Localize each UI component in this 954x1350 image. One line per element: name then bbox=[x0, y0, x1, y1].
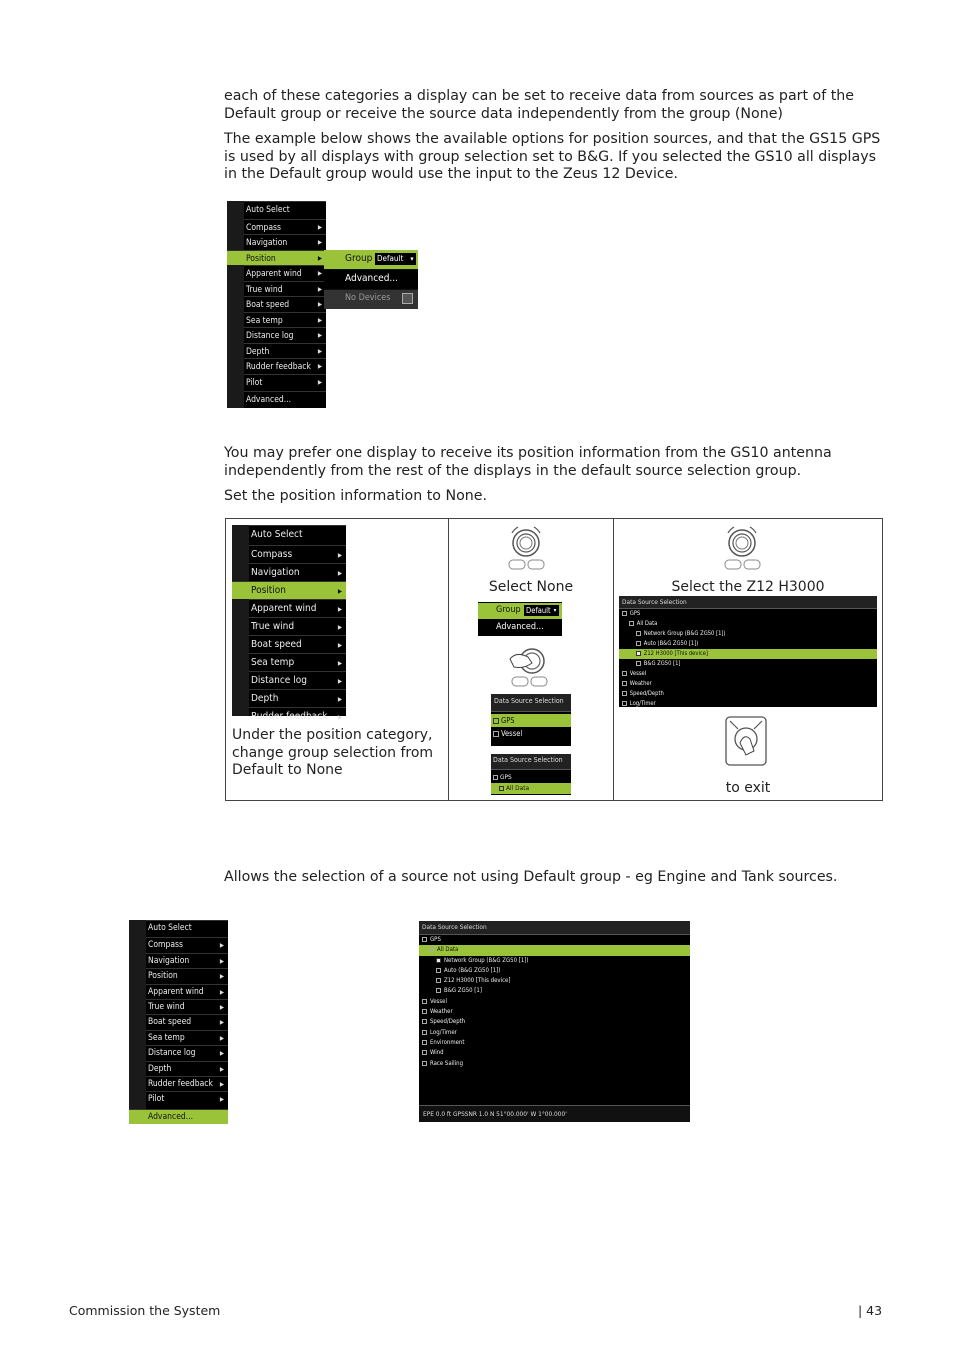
advanced-row[interactable] bbox=[324, 270, 418, 289]
data-source-item-auto-b-g-zg50-1[interactable] bbox=[419, 966, 690, 976]
menu-item-pilot[interactable] bbox=[244, 374, 326, 390]
menu-item-rudder-feedback[interactable] bbox=[249, 707, 346, 725]
col3-caption: Select the Z12 H3000 bbox=[671, 579, 825, 595]
data-source-item-speed-depth[interactable] bbox=[419, 1017, 690, 1027]
menu-item-apparent-wind[interactable] bbox=[249, 599, 346, 617]
mid-paragraph-2: Set the position information to None. bbox=[224, 488, 487, 504]
data-source-item-z12-h3000-this-device[interactable] bbox=[619, 649, 877, 659]
intro-text bbox=[224, 88, 884, 192]
menu-item-navigation[interactable] bbox=[244, 234, 326, 250]
menu-item-true-wind[interactable] bbox=[244, 281, 326, 297]
chevron-right-icon: ▶ bbox=[317, 301, 322, 308]
data-source-item-auto-b-g-zg50-1[interactable] bbox=[619, 639, 877, 649]
menu-item-rudder-feedback[interactable] bbox=[146, 1076, 228, 1091]
intro-paragraph-1: each of these categories a display can be set to receive data from sources as part of the Default group or receive the source data independently from the group (None) bbox=[224, 88, 855, 122]
intro-paragraph-2: The example below shows the available options for position sources, and that the GS15 GPS is used by all displays with group selection set to B&G. If you selected the GS10 all displays in the Default group would use the input to the Zeus 12 Device. bbox=[224, 131, 881, 182]
data-source-title: Data Source Selection bbox=[619, 596, 877, 609]
chevron-right-icon: ▶ bbox=[337, 588, 342, 595]
col2-caption: Select None bbox=[488, 579, 574, 595]
data-source-item-label: Environment bbox=[430, 1038, 465, 1046]
data-source-item-label: Wind bbox=[430, 1049, 444, 1057]
data-source-item-log-timer[interactable] bbox=[419, 1028, 690, 1038]
menu-item-label: True wind bbox=[246, 284, 283, 295]
menu-item-label: Depth bbox=[148, 1063, 172, 1074]
menu-item-apparent-wind[interactable] bbox=[244, 265, 326, 281]
menu-item-distance-log[interactable] bbox=[244, 327, 326, 343]
menu-item-label: Navigation bbox=[251, 567, 300, 578]
col2-group-row[interactable] bbox=[478, 603, 562, 619]
menu-item-position[interactable] bbox=[227, 250, 326, 266]
menu-item-label: Boat speed bbox=[251, 639, 302, 650]
menu-item-label: Boat speed bbox=[148, 1017, 192, 1028]
col3-exit-caption: to exit bbox=[725, 780, 771, 796]
data-source-item-label: Speed/Depth bbox=[430, 1018, 466, 1026]
chevron-right-icon: ▶ bbox=[219, 1034, 224, 1042]
menu-item-label: Advanced... bbox=[246, 395, 292, 405]
menu-item-label: Sea temp bbox=[251, 657, 295, 668]
menu-item-label: Rudder feedback bbox=[251, 711, 328, 722]
menu-item-position[interactable] bbox=[232, 581, 346, 599]
chevron-right-icon: ▶ bbox=[337, 660, 342, 667]
expand-icon[interactable] bbox=[422, 999, 427, 1004]
chevron-right-icon: ▶ bbox=[219, 988, 224, 996]
checkbox-icon[interactable] bbox=[636, 651, 641, 656]
menu-item-label: Apparent wind bbox=[251, 603, 317, 614]
data-source-selection-panel bbox=[419, 921, 690, 1122]
data-source-item-label: Log/Timer bbox=[629, 701, 656, 707]
col3-data-source bbox=[619, 596, 877, 707]
no-devices-label: No Devices bbox=[345, 293, 391, 303]
footer-section-title: Commission the System bbox=[69, 1303, 221, 1318]
data-source-item-vessel[interactable] bbox=[419, 997, 690, 1007]
menu-item-label: Sea temp bbox=[148, 1032, 185, 1043]
press-knob-icon bbox=[506, 645, 550, 687]
chevron-right-icon: ▶ bbox=[317, 285, 322, 293]
chevron-right-icon: ▶ bbox=[219, 973, 224, 981]
chevron-right-icon: ▶ bbox=[219, 1065, 224, 1073]
checkbox-icon[interactable] bbox=[636, 641, 641, 646]
data-source-item-speed-depth[interactable] bbox=[619, 689, 877, 699]
menu-side-stripe bbox=[232, 525, 249, 716]
data-source-item-label: Log/Timer bbox=[430, 1028, 457, 1036]
menu-item-distance-log[interactable] bbox=[146, 1045, 228, 1060]
expand-icon[interactable] bbox=[622, 671, 627, 676]
menu-item-label: Distance log bbox=[148, 1048, 196, 1059]
expand-icon[interactable] bbox=[629, 621, 634, 626]
expand-icon[interactable] bbox=[622, 691, 627, 696]
col2-ds2-gps[interactable]: GPS bbox=[491, 772, 571, 783]
data-source-item-label: B&G ZG50 [1] bbox=[444, 987, 482, 995]
menu-item-boat-speed[interactable] bbox=[244, 296, 326, 312]
menu-item-rudder-feedback[interactable] bbox=[244, 358, 326, 374]
menu-item-label: Position bbox=[246, 253, 276, 264]
menu-item-compass[interactable] bbox=[244, 219, 326, 235]
data-source-item-b-g-zg50-1[interactable] bbox=[619, 659, 877, 669]
menu-item-pilot[interactable] bbox=[146, 1091, 228, 1106]
data-source-item-label: B&G ZG50 [1] bbox=[643, 661, 681, 667]
col2-advanced-label: Advanced... bbox=[496, 622, 544, 632]
mid-text bbox=[224, 445, 884, 514]
checkbox-icon[interactable] bbox=[636, 631, 641, 636]
data-source-item-z12-h3000-this-device[interactable] bbox=[419, 976, 690, 986]
menu-item-label: Compass bbox=[148, 940, 183, 951]
source-menu-position bbox=[227, 201, 326, 408]
group-dropdown[interactable]: Default bbox=[375, 253, 411, 265]
chevron-right-icon: ▶ bbox=[317, 363, 322, 370]
expand-icon[interactable] bbox=[422, 1061, 427, 1066]
col2-ds1-vessel[interactable]: Vessel bbox=[491, 727, 571, 740]
data-source-item-gps[interactable] bbox=[619, 609, 877, 619]
group-row[interactable] bbox=[324, 250, 418, 269]
menu-item-label: Navigation bbox=[148, 955, 190, 966]
menu-item-label: Rudder feedback bbox=[246, 362, 311, 372]
data-source-item-label: Auto (B&G ZG50 [1]) bbox=[444, 966, 501, 974]
expand-icon[interactable] bbox=[422, 1009, 427, 1014]
expand-icon[interactable] bbox=[422, 1040, 427, 1045]
group-label: Group bbox=[345, 253, 373, 264]
data-source-item-label: Z12 H3000 [This device] bbox=[643, 651, 709, 657]
exit-button-icon bbox=[724, 715, 772, 767]
menu-item-advanced[interactable] bbox=[244, 391, 326, 407]
chevron-right-icon: ▶ bbox=[337, 624, 342, 631]
data-source-item-label: GPS bbox=[430, 936, 441, 943]
col2-group-dropdown[interactable]: Default bbox=[526, 606, 551, 615]
menu-item-navigation[interactable] bbox=[146, 953, 228, 968]
menu-item-label: Position bbox=[251, 585, 286, 596]
data-source-item-label: Vessel bbox=[629, 671, 647, 677]
data-source-item-vessel[interactable] bbox=[619, 669, 877, 679]
footer-page-number: | 43 bbox=[858, 1303, 883, 1318]
chevron-right-icon: ▶ bbox=[219, 942, 224, 950]
data-source-item-label: Race Sailing bbox=[430, 1059, 464, 1067]
checkbox-icon[interactable] bbox=[436, 978, 441, 983]
menu-item-navigation[interactable] bbox=[249, 563, 346, 581]
checkbox-icon[interactable] bbox=[636, 661, 641, 666]
data-source-item-all-data[interactable] bbox=[419, 945, 690, 955]
menu-item-boat-speed[interactable] bbox=[146, 1014, 228, 1029]
menu-item-label: Pilot bbox=[246, 377, 263, 388]
expand-icon[interactable] bbox=[622, 681, 627, 686]
chevron-right-icon: ▶ bbox=[317, 254, 322, 262]
menu-item-position[interactable] bbox=[146, 968, 228, 983]
chevron-right-icon: ▶ bbox=[219, 957, 224, 965]
col2-ds1-title: Data Source Selection bbox=[491, 694, 571, 712]
chevron-right-icon: ▶ bbox=[317, 347, 322, 355]
data-source-item-label: Network Group (B&G ZG50 [1]) bbox=[444, 956, 529, 964]
chevron-down-icon: ▾ bbox=[408, 253, 416, 265]
rotary-knob-icon-2 bbox=[723, 523, 767, 569]
checkbox-icon[interactable] bbox=[436, 988, 441, 993]
data-source-item-label: All Data bbox=[437, 946, 459, 954]
menu-item-distance-log[interactable] bbox=[249, 671, 346, 689]
data-source-item-label: All Data bbox=[636, 621, 658, 627]
data-source-item-weather[interactable] bbox=[619, 679, 877, 689]
data-source-item-wind[interactable] bbox=[419, 1048, 690, 1058]
menu-item-compass[interactable] bbox=[249, 545, 346, 563]
menu-item-advanced[interactable] bbox=[129, 1109, 228, 1124]
menu-item-label: Apparent wind bbox=[148, 986, 204, 997]
data-source-item-environment[interactable] bbox=[419, 1038, 690, 1048]
data-source-item-label: Z12 H3000 [This device] bbox=[444, 977, 511, 985]
chevron-right-icon: ▶ bbox=[337, 570, 342, 577]
checkbox-icon[interactable] bbox=[402, 293, 413, 304]
menu-item-label: Distance log bbox=[246, 331, 294, 341]
menu-item-sea-temp[interactable] bbox=[244, 312, 326, 328]
menu-side-stripe bbox=[227, 201, 244, 408]
chevron-right-icon: ▶ bbox=[337, 642, 342, 649]
menu-item-label: Rudder feedback bbox=[148, 1079, 213, 1089]
menu-item-auto-select[interactable] bbox=[249, 525, 346, 543]
menu-item-label: Compass bbox=[246, 222, 281, 233]
data-source-item-gps[interactable] bbox=[419, 935, 690, 945]
data-source-item-race-sailing[interactable] bbox=[419, 1059, 690, 1069]
menu-item-label: Apparent wind bbox=[246, 269, 302, 279]
no-devices-row bbox=[324, 290, 418, 309]
col2-group-label: Group bbox=[496, 605, 521, 615]
menu-item-label: Depth bbox=[251, 693, 279, 704]
menu-item-boat-speed[interactable] bbox=[249, 635, 346, 653]
menu-item-label: Auto Select bbox=[251, 529, 303, 540]
data-source-item-network-group-b-g-zg50-1[interactable] bbox=[419, 956, 690, 966]
menu-item-label: Position bbox=[148, 971, 178, 982]
menu-item-auto-select[interactable] bbox=[146, 920, 228, 935]
chevron-right-icon: ▶ bbox=[337, 714, 342, 721]
data-source-item-label: Network Group (B&G ZG50 [1]) bbox=[643, 631, 726, 637]
menu-item-label: Auto Select bbox=[246, 205, 290, 215]
menu-item-label: True wind bbox=[251, 621, 295, 632]
expand-icon[interactable] bbox=[422, 1030, 427, 1035]
menu-item-label: Auto Select bbox=[148, 923, 192, 933]
data-source-item-label: Weather bbox=[430, 1008, 453, 1016]
col2-data-source-2 bbox=[491, 754, 571, 795]
data-source-item-log-timer[interactable] bbox=[619, 699, 877, 709]
chevron-right-icon: ▶ bbox=[219, 1050, 224, 1058]
menu-item-label: Depth bbox=[246, 346, 270, 357]
col2-advanced-row[interactable] bbox=[478, 620, 562, 636]
menu-item-label: Navigation bbox=[246, 238, 288, 248]
status-bar: EPE 0.0 ft GPSSNR 1.0 N 51°00.000' W 1°00.000' bbox=[419, 1105, 690, 1122]
menu-item-label: Boat speed bbox=[246, 300, 290, 310]
col2-group-menu bbox=[478, 602, 562, 636]
menu-item-label: Distance log bbox=[251, 675, 307, 686]
menu-item-depth[interactable] bbox=[244, 343, 326, 359]
expand-icon[interactable] bbox=[422, 1019, 427, 1024]
advanced-label: Advanced... bbox=[345, 273, 398, 284]
menu-item-compass[interactable] bbox=[146, 937, 228, 952]
steps-table bbox=[225, 518, 883, 801]
data-source-item-all-data[interactable] bbox=[619, 619, 877, 629]
chevron-right-icon: ▶ bbox=[317, 316, 322, 324]
chevron-right-icon: ▶ bbox=[219, 1096, 224, 1104]
menu-item-depth[interactable] bbox=[146, 1061, 228, 1076]
rotary-knob-icon bbox=[507, 523, 551, 569]
menu-item-sea-temp[interactable] bbox=[249, 653, 346, 671]
expand-icon[interactable] bbox=[422, 1050, 427, 1055]
chevron-right-icon: ▶ bbox=[337, 606, 342, 613]
chevron-right-icon: ▶ bbox=[219, 1004, 224, 1011]
table-source-menu bbox=[232, 525, 346, 722]
col2-data-source-1 bbox=[491, 694, 571, 746]
source-menu-advanced bbox=[129, 920, 228, 1124]
data-source-item-label: Vessel bbox=[430, 997, 447, 1005]
expand-icon[interactable] bbox=[622, 701, 627, 706]
data-source-item-label: Weather bbox=[629, 681, 652, 687]
data-source-item-b-g-zg50-1[interactable] bbox=[419, 986, 690, 996]
menu-item-label: Pilot bbox=[148, 1094, 165, 1105]
chevron-right-icon: ▶ bbox=[317, 270, 322, 277]
chevron-right-icon: ▶ bbox=[219, 1081, 224, 1088]
chevron-right-icon: ▶ bbox=[317, 378, 322, 386]
menu-item-label: Advanced... bbox=[148, 1111, 194, 1122]
data-source-item-label: Speed/Depth bbox=[629, 691, 664, 697]
data-source-item-weather[interactable] bbox=[419, 1007, 690, 1017]
col1-caption: Under the position category, change group selection from Default to None bbox=[232, 727, 434, 778]
col2-ds1-gps[interactable]: GPS bbox=[491, 714, 571, 727]
chevron-right-icon: ▶ bbox=[219, 1019, 224, 1027]
menu-item-label: True wind bbox=[148, 1002, 185, 1012]
menu-item-true-wind[interactable] bbox=[249, 617, 346, 635]
menu-item-label: Compass bbox=[251, 549, 293, 560]
expand-icon[interactable] bbox=[422, 937, 427, 942]
chevron-right-icon: ▶ bbox=[317, 332, 322, 339]
chevron-right-icon: ▶ bbox=[337, 696, 342, 703]
group-submenu bbox=[324, 250, 418, 309]
expand-icon[interactable] bbox=[622, 611, 627, 616]
menu-side-stripe bbox=[129, 920, 146, 1124]
menu-item-apparent-wind[interactable] bbox=[146, 984, 228, 999]
menu-item-auto-select[interactable] bbox=[244, 201, 326, 217]
menu-item-depth[interactable] bbox=[249, 689, 346, 707]
mid-paragraph-1: You may prefer one display to receive its position information from the GS10 antenna independently from the rest of the displays in the default source selection group. bbox=[224, 445, 832, 479]
data-source-item-label: Auto (B&G ZG50 [1]) bbox=[643, 641, 699, 647]
chevron-down-icon: ▾ bbox=[551, 605, 559, 616]
data-source-item-label: GPS bbox=[629, 611, 641, 617]
menu-item-sea-temp[interactable] bbox=[146, 1030, 228, 1045]
chevron-right-icon: ▶ bbox=[317, 239, 322, 246]
expand-icon[interactable] bbox=[429, 947, 434, 952]
menu-item-true-wind[interactable] bbox=[146, 999, 228, 1014]
checkbox-icon[interactable] bbox=[436, 968, 441, 973]
advanced-text: Allows the selection of a source not using Default group - eg Engine and Tank sources. bbox=[224, 869, 838, 885]
col2-ds2-title: Data Source Selection bbox=[491, 754, 571, 770]
menu-item-label: Sea temp bbox=[246, 315, 283, 326]
data-source-item-network-group-b-g-zg50-1[interactable] bbox=[619, 629, 877, 639]
checkbox-icon[interactable] bbox=[436, 958, 441, 963]
data-source-title: Data Source Selection bbox=[419, 921, 690, 935]
chevron-right-icon: ▶ bbox=[317, 223, 322, 231]
col2-ds2-all-data[interactable]: All Data bbox=[491, 783, 571, 794]
chevron-right-icon: ▶ bbox=[337, 678, 342, 685]
chevron-right-icon: ▶ bbox=[337, 552, 342, 559]
